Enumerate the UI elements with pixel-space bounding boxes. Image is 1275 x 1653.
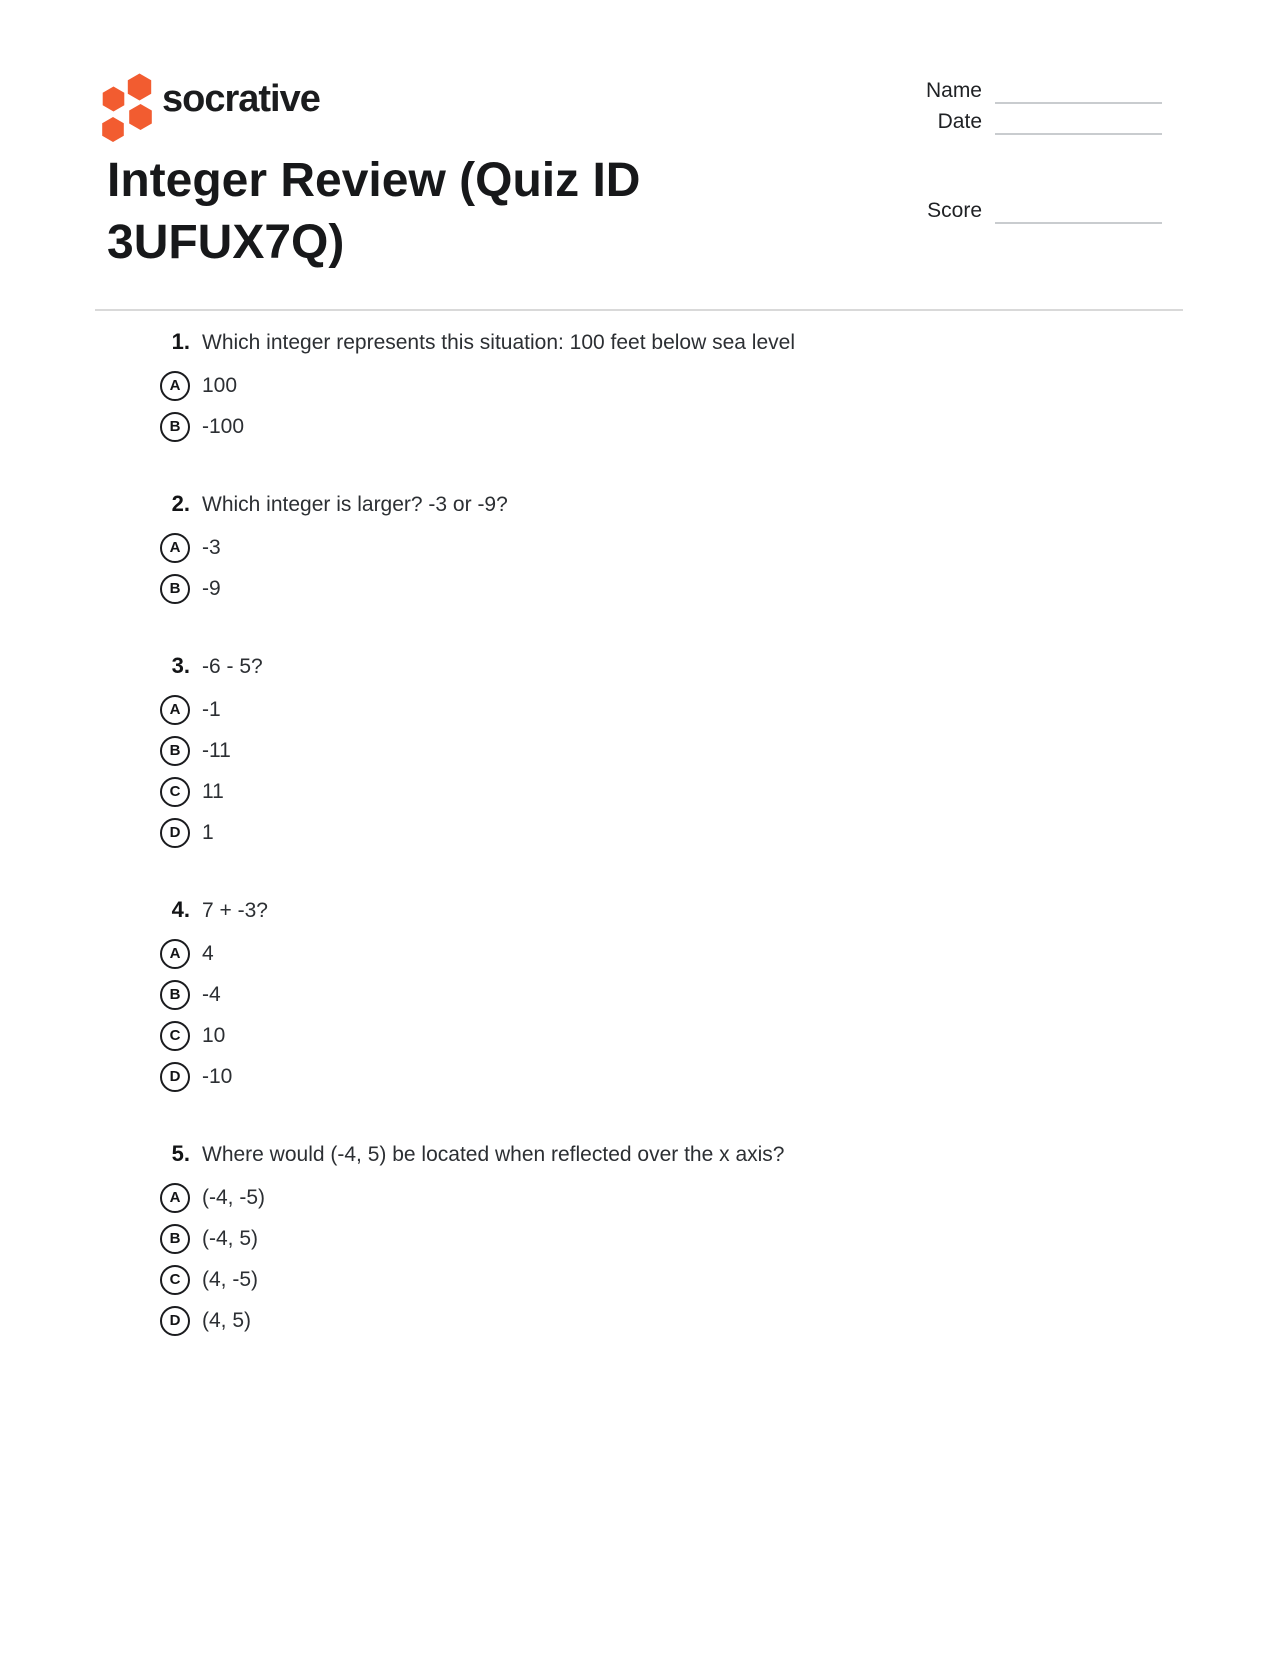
option-letter: A: [169, 377, 181, 394]
question-number: 2.: [171, 491, 190, 516]
option-letter: A: [169, 701, 181, 718]
question-item: [160, 651, 1185, 853]
question-item: [160, 895, 1185, 1097]
option-text: 1: [202, 820, 214, 844]
options-list: [160, 1177, 1185, 1341]
option-letter-badge: [160, 1265, 190, 1295]
hexagon-shape: [102, 117, 124, 142]
score-label: Score: [927, 199, 982, 222]
option-letter: C: [169, 1271, 181, 1288]
question-text: 7 + -3?: [202, 899, 268, 922]
option-text: -1: [202, 697, 221, 721]
socrative-hexagons-icon: [100, 72, 154, 143]
option-letter-badge: [160, 818, 190, 848]
option-row: [160, 365, 1185, 406]
question-number: 3.: [171, 653, 190, 678]
question-header: [160, 327, 1185, 358]
option-row: [160, 406, 1185, 447]
option-letter-badge: [160, 939, 190, 969]
score-field-row: [927, 196, 1162, 224]
option-text: -11: [202, 738, 231, 762]
option-letter: C: [169, 783, 181, 800]
date-field-row: [926, 107, 1162, 135]
option-text: -10: [202, 1064, 233, 1088]
option-row: [160, 689, 1185, 730]
option-row: [160, 1300, 1185, 1341]
option-row: [160, 1177, 1185, 1218]
question-text: Which integer represents this situation: 100 feet below sea level: [202, 331, 795, 354]
option-letter: B: [169, 1230, 181, 1247]
question-text: -6 - 5?: [202, 655, 263, 678]
question-header: [160, 895, 1185, 926]
option-letter: B: [169, 418, 181, 435]
option-row: [160, 527, 1185, 568]
option-letter-badge: [160, 533, 190, 563]
option-letter-badge: [160, 980, 190, 1010]
option-text: 10: [202, 1023, 226, 1047]
option-row: [160, 1015, 1185, 1056]
option-text: 11: [202, 779, 224, 803]
option-text: 4: [202, 941, 214, 965]
option-text: -3: [202, 535, 221, 559]
options-list: [160, 933, 1185, 1097]
question-number: 5.: [171, 1141, 190, 1166]
option-text: -100: [202, 414, 245, 438]
header-divider: [95, 309, 1183, 311]
option-row: [160, 568, 1185, 609]
option-letter-badge: [160, 574, 190, 604]
option-row: [160, 812, 1185, 853]
option-row: [160, 771, 1185, 812]
option-letter: B: [169, 986, 181, 1003]
question-number: 1.: [171, 329, 190, 354]
option-text: (-4, 5): [202, 1226, 259, 1250]
date-blank-line: [995, 111, 1162, 135]
option-letter: A: [169, 539, 181, 556]
options-list: [160, 365, 1185, 447]
option-letter-badge: [160, 1021, 190, 1051]
name-blank-line: [995, 80, 1162, 104]
option-row: [160, 974, 1185, 1015]
option-row: [160, 1056, 1185, 1097]
name-date-block: [926, 76, 1162, 135]
hexagon-shape: [103, 87, 125, 112]
option-letter-badge: [160, 412, 190, 442]
name-label: Name: [925, 79, 982, 102]
option-text: (-4, -5): [202, 1185, 265, 1209]
score-block: [927, 196, 1162, 224]
option-text: (4, -5): [202, 1267, 259, 1291]
option-text: -4: [202, 982, 221, 1006]
questions-list: [160, 327, 1185, 1383]
option-letter-badge: [160, 695, 190, 725]
option-letter-badge: [160, 371, 190, 401]
option-text: 100: [202, 373, 238, 397]
name-field-row: [926, 76, 1162, 104]
option-letter-badge: [160, 1062, 190, 1092]
option-letter: B: [169, 580, 181, 597]
option-letter: C: [169, 1027, 181, 1044]
option-row: [160, 730, 1185, 771]
question-item: [160, 327, 1185, 447]
option-letter: A: [169, 945, 181, 962]
option-letter-badge: [160, 777, 190, 807]
hexagon-shape: [128, 74, 151, 101]
option-text: (4, 5): [202, 1308, 252, 1332]
quiz-title: Integer Review (Quiz ID 3UFUX7Q): [107, 154, 641, 269]
option-letter: D: [169, 1312, 181, 1329]
option-text: -9: [202, 576, 221, 600]
date-label: Date: [937, 110, 982, 133]
option-letter: D: [169, 824, 181, 841]
option-letter: D: [169, 1068, 181, 1085]
option-row: [160, 1259, 1185, 1300]
question-item: [160, 489, 1185, 609]
question-header: [160, 651, 1185, 682]
question-text: Which integer is larger? -3 or -9?: [202, 493, 508, 516]
option-letter-badge: [160, 1183, 190, 1213]
question-header: [160, 489, 1185, 520]
question-text: Where would (-4, 5) be located when reflected over the x axis?: [202, 1143, 785, 1166]
option-letter-badge: [160, 1306, 190, 1336]
question-number: 4.: [171, 897, 190, 922]
options-list: [160, 689, 1185, 853]
option-letter: A: [169, 1189, 181, 1206]
option-letter: B: [169, 742, 181, 759]
option-letter-badge: [160, 736, 190, 766]
brand-wordmark: socrative: [162, 78, 320, 120]
options-list: [160, 527, 1185, 609]
option-row: [160, 933, 1185, 974]
option-letter-badge: [160, 1224, 190, 1254]
question-item: [160, 1139, 1185, 1341]
option-row: [160, 1218, 1185, 1259]
question-header: [160, 1139, 1185, 1170]
hexagon-shape: [129, 104, 152, 130]
score-blank-line: [995, 200, 1162, 224]
